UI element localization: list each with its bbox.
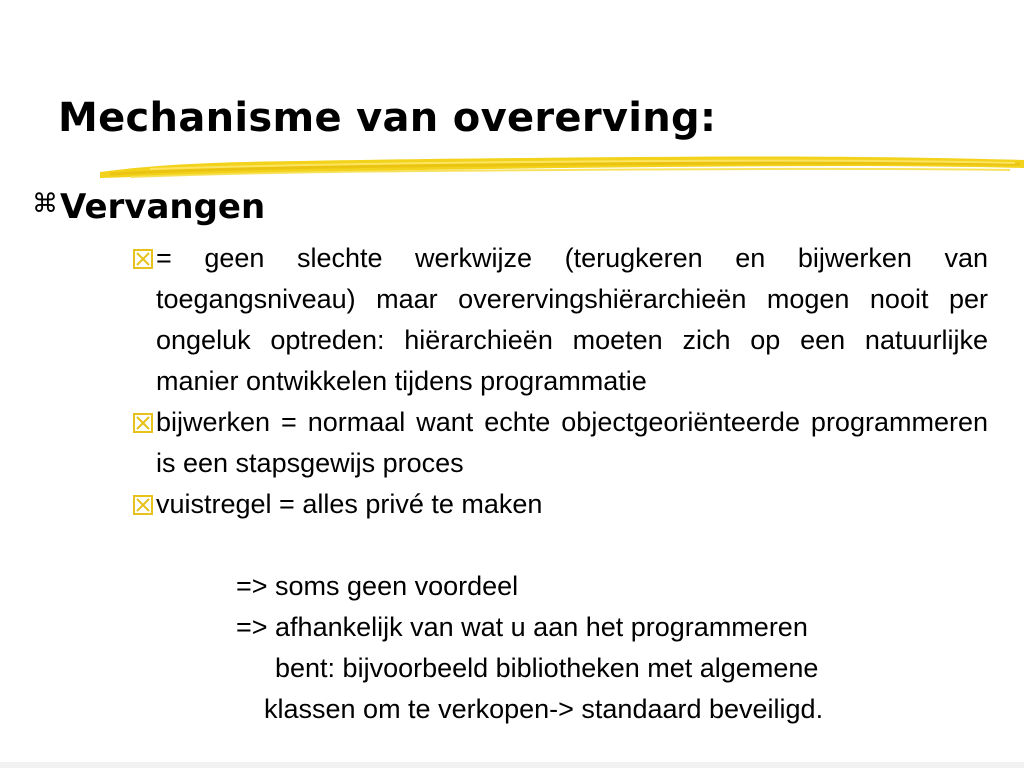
arrow-line: => soms geen voordeel — [236, 571, 519, 601]
slide-title: Mechanisme van overerving: — [58, 95, 717, 141]
bullet-level1-label: Vervangen — [60, 187, 266, 227]
sub-bullet-text: bijwerken = normaal want echte objectgeoriënteerde programmeren is een stapsgewijs proces — [156, 407, 988, 478]
arrow-line-continuation: klassen om te verkopen-> standaard beveiligd. — [264, 694, 824, 724]
sub-bullet-item — [133, 484, 988, 525]
yellow-brush-underline — [100, 150, 1024, 186]
arrow-line-continuation: bent: bijvoorbeeld bibliotheken met algemene — [275, 653, 819, 683]
checkbox-x-icon — [133, 495, 153, 515]
sub-bullet-list — [133, 238, 988, 525]
arrow-line: => afhankelijk van wat u aan het programmeren — [236, 612, 808, 642]
checkbox-x-icon — [133, 249, 153, 269]
bullet-level1 — [32, 182, 265, 232]
sub-bullet-item — [133, 238, 988, 402]
sub-bullet-text: vuistregel = alles privé te maken — [156, 489, 543, 519]
sub-bullet-text: = geen slechte werkwijze (terugkeren en bijwerken van toegangsniveau) maar overervingshiërarchieën mogen nooit per ongeluk optreden: hiërarchieën moeten zich op een natuurlijke manier ontwikkelen tijdens programmatie — [156, 243, 988, 396]
footer-divider — [0, 762, 1024, 768]
sub-bullet-item — [133, 402, 988, 484]
z-bullet-icon: ⌘ — [32, 189, 58, 219]
checkbox-x-icon — [133, 413, 153, 433]
